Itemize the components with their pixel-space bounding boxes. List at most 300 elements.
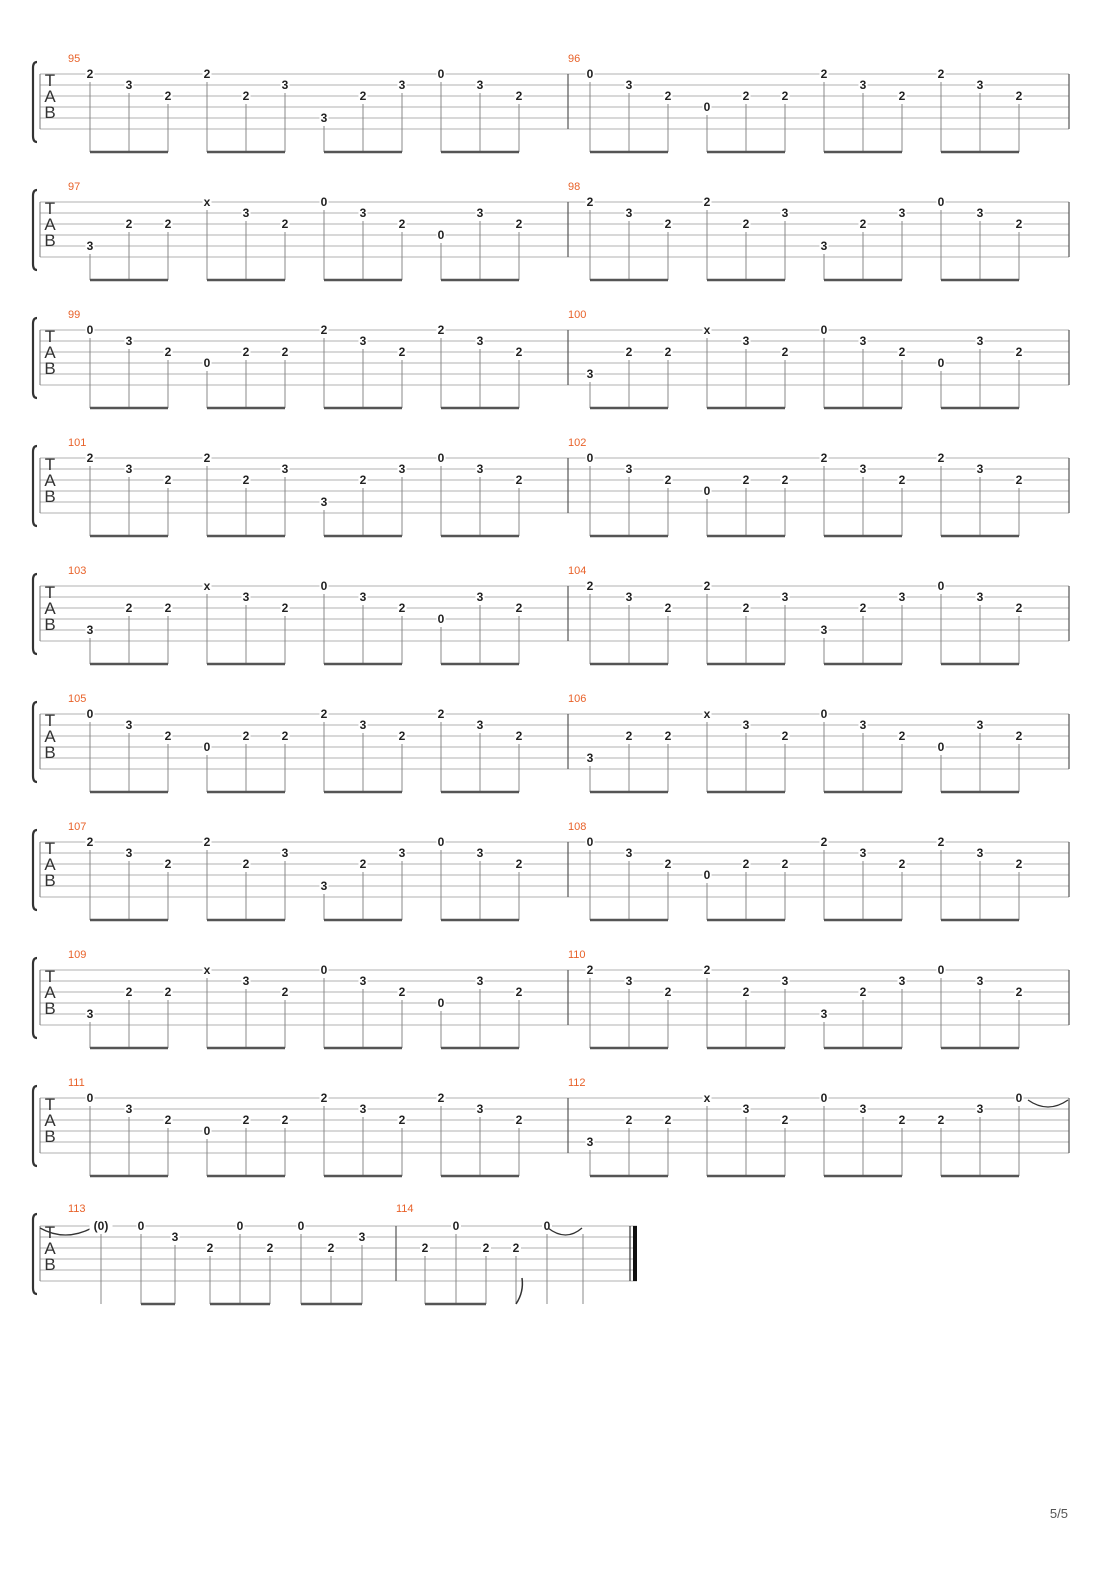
fret-number: x <box>703 1091 711 1105</box>
fret-number: 2 <box>398 601 406 615</box>
fret-number: 2 <box>164 217 172 231</box>
fret-number: 3 <box>859 462 867 476</box>
fret-number: 3 <box>86 1007 94 1021</box>
tab-system-final <box>33 1203 637 1304</box>
fret-number: 0 <box>137 1219 145 1233</box>
measure-number: 112 <box>568 1077 586 1089</box>
system-bracket <box>33 574 37 654</box>
fret-number: 3 <box>476 590 484 604</box>
fret-number: 3 <box>625 974 633 988</box>
fret-number: 2 <box>242 857 250 871</box>
tab-clef-letter: T <box>44 583 56 602</box>
fret-number: 3 <box>125 78 133 92</box>
fret-number: 2 <box>327 1241 335 1255</box>
fret-number: 3 <box>976 846 984 860</box>
system-bracket <box>33 446 37 526</box>
fret-number: 2 <box>437 1091 445 1105</box>
fret-number: 2 <box>625 345 633 359</box>
fret-number: 3 <box>976 718 984 732</box>
fret-number: 2 <box>242 345 250 359</box>
tab-clef-letter: B <box>44 231 56 250</box>
fret-number: 3 <box>976 462 984 476</box>
tab-system <box>33 53 1069 152</box>
fret-number: 2 <box>515 89 523 103</box>
fret-number: 0 <box>86 323 94 337</box>
measure-number: 98 <box>568 181 581 193</box>
tab-clef-letter: A <box>44 599 56 618</box>
fret-number: 2 <box>664 601 672 615</box>
fret-number: 0 <box>437 996 445 1010</box>
fret-number: 3 <box>586 367 594 381</box>
measure-number: 114 <box>396 1203 414 1215</box>
fret-number: 2 <box>664 985 672 999</box>
tab-clef-letter: B <box>44 615 56 634</box>
fret-number: 3 <box>281 462 289 476</box>
fret-number: 0 <box>543 1219 551 1233</box>
fret-number: 3 <box>359 206 367 220</box>
fret-number: 0 <box>437 228 445 242</box>
fret-number: 0 <box>320 963 328 977</box>
tab-clef-letter: T <box>44 1095 56 1114</box>
fret-number: 2 <box>1015 345 1023 359</box>
fret-number: 2 <box>320 323 328 337</box>
fret-number: 3 <box>742 334 750 348</box>
fret-number: 2 <box>664 729 672 743</box>
system-bracket <box>33 318 37 398</box>
fret-number: 2 <box>320 707 328 721</box>
fret-number: 3 <box>242 974 250 988</box>
fret-number: 3 <box>781 590 789 604</box>
fret-number: 2 <box>1015 89 1023 103</box>
fret-number: 3 <box>398 78 406 92</box>
tab-system <box>33 1077 1069 1176</box>
fret-number: 0 <box>937 195 945 209</box>
fret-number: 3 <box>976 590 984 604</box>
fret-number: 2 <box>398 729 406 743</box>
fret-number: 2 <box>266 1241 274 1255</box>
tab-clef-letter: B <box>44 359 56 378</box>
fret-number: 2 <box>421 1241 429 1255</box>
fret-number: 3 <box>320 111 328 125</box>
fret-number: 3 <box>476 462 484 476</box>
measure-number: 103 <box>68 565 87 577</box>
tab-clef-letter: A <box>44 87 56 106</box>
fret-number: 3 <box>359 974 367 988</box>
fret-number: 0 <box>437 612 445 626</box>
fret-number: 2 <box>359 473 367 487</box>
fret-number: 2 <box>1015 473 1023 487</box>
fret-number: 2 <box>898 473 906 487</box>
fret-number: 2 <box>664 217 672 231</box>
fret-number: 2 <box>742 217 750 231</box>
fret-number: 2 <box>586 963 594 977</box>
tab-clef-letter: B <box>44 871 56 890</box>
fret-number: 2 <box>398 217 406 231</box>
fret-number: 2 <box>281 345 289 359</box>
fret-number: 2 <box>586 195 594 209</box>
fret-number: 2 <box>937 1113 945 1127</box>
fret-number: 2 <box>164 985 172 999</box>
fret-number: 3 <box>586 1135 594 1149</box>
fret-number: 2 <box>398 1113 406 1127</box>
fret-number: 2 <box>86 835 94 849</box>
fret-number: 2 <box>703 963 711 977</box>
fret-number: 0 <box>437 835 445 849</box>
fret-number: 3 <box>359 334 367 348</box>
fret-number: 2 <box>164 345 172 359</box>
measure-number: 106 <box>568 693 587 705</box>
system-bracket <box>33 1086 37 1166</box>
fret-number: 2 <box>86 67 94 81</box>
fret-number: 3 <box>476 1102 484 1116</box>
fret-number: 3 <box>476 206 484 220</box>
fret-number: 2 <box>1015 601 1023 615</box>
tab-system <box>33 181 1069 280</box>
fret-number: 3 <box>820 1007 828 1021</box>
fret-number: 2 <box>937 451 945 465</box>
tab-clef-letter: A <box>44 471 56 490</box>
tab-clef-letter: T <box>44 199 56 218</box>
tab-clef-letter: B <box>44 103 56 122</box>
fret-number: 0 <box>297 1219 305 1233</box>
fret-number: 3 <box>242 590 250 604</box>
tab-clef-letter: A <box>44 1111 56 1130</box>
fret-number: 2 <box>125 601 133 615</box>
fret-number: 3 <box>625 462 633 476</box>
fret-number: 3 <box>320 879 328 893</box>
fret-number: 3 <box>476 78 484 92</box>
fret-number: 3 <box>625 590 633 604</box>
fret-number: 0 <box>1015 1091 1023 1105</box>
fret-number: 3 <box>476 718 484 732</box>
tie-arc <box>1028 1100 1068 1107</box>
fret-number: 3 <box>398 846 406 860</box>
fret-number: 3 <box>125 334 133 348</box>
fret-number: 2 <box>1015 729 1023 743</box>
tab-clef-letter: T <box>44 71 56 90</box>
fret-number: 2 <box>664 89 672 103</box>
measure-number: 107 <box>68 821 87 833</box>
fret-number: 2 <box>781 857 789 871</box>
fret-number: 2 <box>515 729 523 743</box>
fret-number: 0 <box>937 740 945 754</box>
fret-number: 2 <box>359 857 367 871</box>
tab-clef-letter: B <box>44 743 56 762</box>
fret-number: 2 <box>742 857 750 871</box>
measure-number: 96 <box>568 53 581 65</box>
fret-number: 2 <box>320 1091 328 1105</box>
fret-number: 3 <box>976 334 984 348</box>
fret-number: 2 <box>398 345 406 359</box>
fret-number: 3 <box>86 239 94 253</box>
measure-number: 95 <box>68 53 81 65</box>
fret-number: 3 <box>358 1230 366 1244</box>
fret-number: 2 <box>781 473 789 487</box>
fret-number: 3 <box>625 846 633 860</box>
fret-number: 3 <box>171 1230 179 1244</box>
fret-number: 3 <box>398 462 406 476</box>
tab-system <box>33 309 1069 408</box>
fret-number: 3 <box>476 334 484 348</box>
fret-number: 2 <box>164 473 172 487</box>
fret-number: 2 <box>625 729 633 743</box>
tab-clef-letter: T <box>44 1223 56 1242</box>
fret-number: 0 <box>203 740 211 754</box>
fret-number: 2 <box>515 217 523 231</box>
fret-number: 2 <box>742 601 750 615</box>
fret-number: 3 <box>476 974 484 988</box>
tab-clef-letter: A <box>44 983 56 1002</box>
fret-number: 2 <box>125 985 133 999</box>
fret-number: 0 <box>937 356 945 370</box>
fret-number: 0 <box>203 1124 211 1138</box>
tab-system <box>33 437 1069 536</box>
tie-arc <box>548 1228 582 1235</box>
fret-number: 0 <box>203 356 211 370</box>
fret-number: 0 <box>703 484 711 498</box>
system-bracket <box>33 62 37 142</box>
fret-number: 0 <box>820 707 828 721</box>
fret-number: 0 <box>937 963 945 977</box>
fret-number: 2 <box>203 67 211 81</box>
system-bracket <box>33 702 37 782</box>
fret-number: 0 <box>586 67 594 81</box>
tab-clef-letter: A <box>44 727 56 746</box>
fret-number: 2 <box>781 345 789 359</box>
fret-number: 2 <box>742 473 750 487</box>
fret-number: 0 <box>820 1091 828 1105</box>
fret-number: 3 <box>625 78 633 92</box>
tab-clef-letter: T <box>44 711 56 730</box>
measure-number: 102 <box>568 437 587 449</box>
fret-number: 3 <box>281 846 289 860</box>
fret-number: 2 <box>742 985 750 999</box>
fret-number: 2 <box>703 195 711 209</box>
fret-number: 3 <box>242 206 250 220</box>
measure-number: 110 <box>568 949 586 961</box>
fret-number: 2 <box>1015 985 1023 999</box>
tab-system <box>33 565 1069 664</box>
fret-number: 2 <box>242 1113 250 1127</box>
measure-number: 111 <box>68 1077 85 1089</box>
fret-number: 3 <box>359 718 367 732</box>
tab-clef-letter: T <box>44 327 56 346</box>
fret-number: 2 <box>781 729 789 743</box>
fret-number: x <box>203 579 211 593</box>
fret-number: 2 <box>515 345 523 359</box>
fret-number: 2 <box>515 1113 523 1127</box>
fret-number: 2 <box>482 1241 490 1255</box>
fret-number: 2 <box>1015 217 1023 231</box>
fret-number: 2 <box>206 1241 214 1255</box>
fret-number: 2 <box>281 729 289 743</box>
fret-number: 3 <box>359 1102 367 1116</box>
measure-number: 109 <box>68 949 87 961</box>
fret-number: 0 <box>820 323 828 337</box>
fret-number: 3 <box>898 974 906 988</box>
fret-number: 0 <box>86 707 94 721</box>
fret-number: 2 <box>164 729 172 743</box>
measure-number: 108 <box>568 821 587 833</box>
fret-number: 2 <box>125 217 133 231</box>
fret-number: 2 <box>898 857 906 871</box>
fret-number: 2 <box>664 1113 672 1127</box>
fret-number: 2 <box>281 217 289 231</box>
fret-number: 2 <box>437 707 445 721</box>
tab-clef-letter: A <box>44 855 56 874</box>
fret-number: 3 <box>859 846 867 860</box>
tab-clef-letter: T <box>44 455 56 474</box>
fret-number: 2 <box>664 473 672 487</box>
fret-number: x <box>703 323 711 337</box>
fret-number: 0 <box>703 868 711 882</box>
fret-number: 2 <box>515 601 523 615</box>
tab-system <box>33 821 1069 920</box>
fret-number: 2 <box>898 1113 906 1127</box>
fret-number: x <box>703 707 711 721</box>
fret-number: 2 <box>664 345 672 359</box>
tab-system <box>33 693 1069 792</box>
fret-number: 3 <box>781 206 789 220</box>
fret-number: 2 <box>1015 857 1023 871</box>
fret-number: 2 <box>703 579 711 593</box>
fret-number: 0 <box>437 451 445 465</box>
system-bracket <box>33 190 37 270</box>
fret-number: 2 <box>937 67 945 81</box>
fret-number: 3 <box>359 590 367 604</box>
fret-number: 3 <box>976 206 984 220</box>
fret-number: x <box>203 195 211 209</box>
fret-number: 2 <box>898 729 906 743</box>
fret-number: 3 <box>86 623 94 637</box>
tab-clef-letter: B <box>44 1127 56 1146</box>
measure-number: 97 <box>68 181 81 193</box>
fret-number: 0 <box>937 579 945 593</box>
fret-number: 0 <box>703 100 711 114</box>
measure-number: 104 <box>568 565 587 577</box>
fret-number: 2 <box>898 345 906 359</box>
fret-number: 3 <box>898 206 906 220</box>
fret-number: 3 <box>125 718 133 732</box>
fret-number: 2 <box>203 835 211 849</box>
fret-number: 3 <box>820 623 828 637</box>
fret-number: 2 <box>281 601 289 615</box>
fret-number: 3 <box>976 974 984 988</box>
fret-number: 3 <box>586 751 594 765</box>
tab-clef-letter: B <box>44 999 56 1018</box>
fret-number: 2 <box>86 451 94 465</box>
measure-number: 99 <box>68 309 81 321</box>
page-number: 5/5 <box>1049 1506 1068 1521</box>
fret-number: 3 <box>125 1102 133 1116</box>
fret-number: 2 <box>359 89 367 103</box>
fret-number: 2 <box>164 857 172 871</box>
fret-number: x <box>203 963 211 977</box>
fret-number: 2 <box>437 323 445 337</box>
measure-number: 100 <box>568 309 587 321</box>
fret-number: 2 <box>281 985 289 999</box>
fret-number: 3 <box>742 718 750 732</box>
fret-number: 2 <box>742 89 750 103</box>
fret-number: 2 <box>242 473 250 487</box>
fret-number: 3 <box>859 334 867 348</box>
fret-number: (0) <box>93 1219 109 1233</box>
fret-number: 0 <box>320 579 328 593</box>
tab-clef-letter: A <box>44 343 56 362</box>
tab-clef-letter: A <box>44 215 56 234</box>
tab-clef-letter: B <box>44 1255 56 1274</box>
fret-number: 2 <box>512 1241 520 1255</box>
fret-number: 2 <box>281 1113 289 1127</box>
fret-number: 2 <box>781 1113 789 1127</box>
fret-number: 0 <box>236 1219 244 1233</box>
fret-number: 3 <box>976 78 984 92</box>
fret-number: 0 <box>86 1091 94 1105</box>
fret-number: 3 <box>125 462 133 476</box>
fret-number: 3 <box>125 846 133 860</box>
fret-number: 2 <box>859 985 867 999</box>
fret-number: 0 <box>586 451 594 465</box>
fret-number: 2 <box>820 67 828 81</box>
tab-clef-letter: B <box>44 487 56 506</box>
fret-number: 3 <box>476 846 484 860</box>
tab-clef-letter: T <box>44 967 56 986</box>
fret-number: 3 <box>625 206 633 220</box>
fret-number: 3 <box>859 718 867 732</box>
fret-number: 2 <box>164 89 172 103</box>
fret-number: 3 <box>781 974 789 988</box>
fret-number: 0 <box>437 67 445 81</box>
fret-number: 2 <box>820 451 828 465</box>
fret-number: 2 <box>586 579 594 593</box>
fret-number: 0 <box>320 195 328 209</box>
tab-clef-letter: T <box>44 839 56 858</box>
measure-number: 113 <box>68 1203 86 1215</box>
fret-number: 2 <box>515 473 523 487</box>
fret-number: 3 <box>976 1102 984 1116</box>
fret-number: 3 <box>820 239 828 253</box>
fret-number: 2 <box>664 857 672 871</box>
fret-number: 0 <box>452 1219 460 1233</box>
fret-number: 2 <box>898 89 906 103</box>
system-bracket <box>33 1214 37 1294</box>
fret-number: 2 <box>859 217 867 231</box>
fret-number: 2 <box>242 89 250 103</box>
measure-number: 101 <box>68 437 87 449</box>
fret-number: 2 <box>820 835 828 849</box>
fret-number: 3 <box>742 1102 750 1116</box>
system-bracket <box>33 830 37 910</box>
eighth-flag <box>516 1278 522 1304</box>
fret-number: 3 <box>281 78 289 92</box>
fret-number: 3 <box>320 495 328 509</box>
fret-number: 2 <box>203 451 211 465</box>
tab-system <box>33 949 1069 1048</box>
fret-number: 2 <box>515 857 523 871</box>
fret-number: 3 <box>859 1102 867 1116</box>
fret-number: 2 <box>164 1113 172 1127</box>
fret-number: 3 <box>898 590 906 604</box>
tab-clef-letter: A <box>44 1239 56 1258</box>
fret-number: 2 <box>859 601 867 615</box>
fret-number: 2 <box>398 985 406 999</box>
fret-number: 3 <box>859 78 867 92</box>
fret-number: 2 <box>242 729 250 743</box>
system-bracket <box>33 958 37 1038</box>
measure-number: 105 <box>68 693 87 705</box>
fret-number: 2 <box>937 835 945 849</box>
fret-number: 2 <box>164 601 172 615</box>
